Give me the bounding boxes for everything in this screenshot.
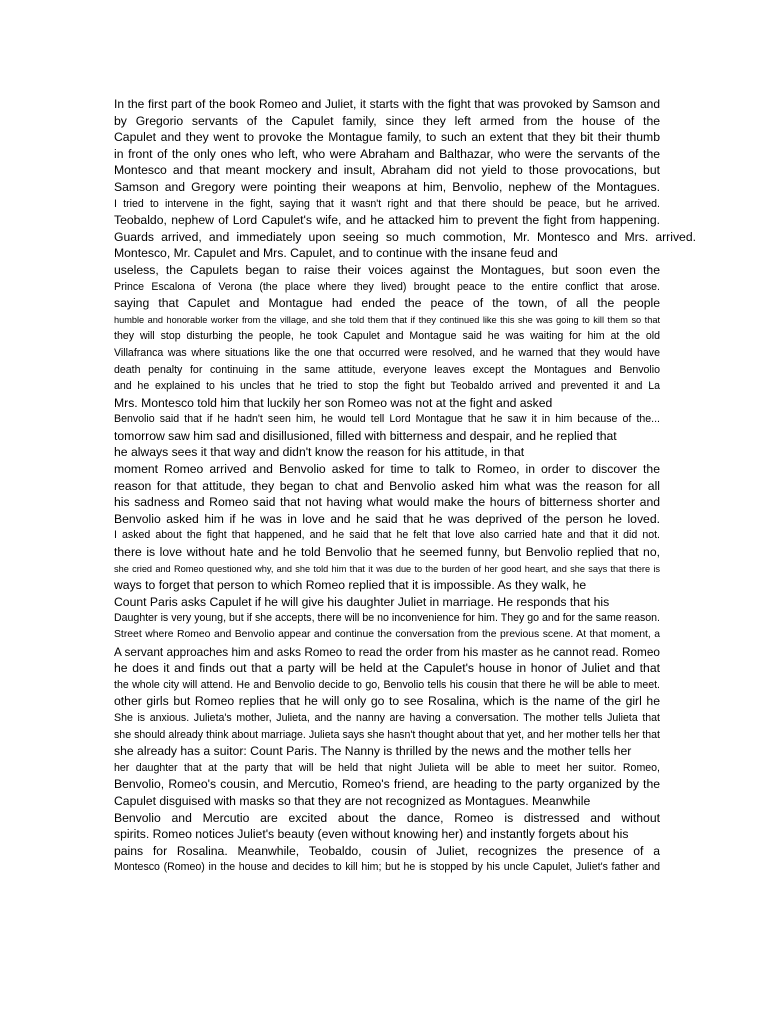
text-line: Benvolio and Mercutio are excited about the dance, Romeo is distressed and without [114, 810, 660, 825]
text-line: he always sees it that way and didn't know the reason for his attitude, in that [114, 445, 525, 460]
text-line: A servant approaches him and asks Romeo to read the order from his master as he cannot read. Romeo [114, 644, 660, 659]
body-text [114, 96, 696, 876]
text-line: pains for Rosalina. Meanwhile, Teobaldo, cousin of Juliet, recognizes the presence of a [114, 843, 660, 858]
text-line: the whole city will attend. He and Benvolio decide to go, Benvolio tells his cousin that there he will be able to meet. [114, 678, 660, 691]
text-line: she should already think about marriage. Julieta says she hasn't thought about that yet, and her mother tells her that [114, 728, 660, 741]
text-line: reason for that attitude, they began to chat and Benvolio asked him what was the reason for all [114, 478, 660, 493]
text-line: other girls but Romeo replies that he will only go to see Rosalina, which is the name of the girl he [114, 694, 660, 709]
text-line: useless, the Capulets began to raise their voices against the Montagues, but soon even the [114, 262, 660, 277]
text-line: his sadness and Romeo said that not having what would make the hours of bitterness shorter and [114, 495, 660, 510]
text-line: Prince Escalona of Verona (the place where they lived) brought peace to the entire conflict that arose. [114, 280, 660, 293]
text-line: she already has a suitor: Count Paris. The Nanny is thrilled by the news and the mother tells her [114, 744, 632, 759]
text-line: I tried to intervene in the fight, saying that it wasn't right and that there should be peace, but he arrived. [114, 197, 660, 210]
text-line: Montesco (Romeo) in the house and decides to kill him; but he is stopped by his uncle Capulet, Juliet's father and [114, 861, 660, 874]
text-line: spirits. Romeo notices Juliet's beauty (even without knowing her) and instantly forgets about his [114, 827, 629, 842]
text-line: Villafranca was where situations like the one that occurred were resolved, and he warned that they would have [114, 346, 660, 359]
text-line: by Gregorio servants of the Capulet family, since they left armed from the house of the [114, 113, 660, 128]
text-line: Capulet and they went to provoke the Montague family, to such an extent that they bit their thumb [114, 130, 660, 145]
text-line: Benvolio asked him if he was in love and he said that he was deprived of the person he loved. [114, 511, 660, 526]
text-line: Street where Romeo and Benvolio appear and continue the conversation from the previous scene. At that moment, a [114, 629, 660, 640]
text-line: Benvolio, Romeo's cousin, and Mercutio, Romeo's friend, are heading to the party organized by the [114, 777, 660, 792]
text-line: Guards arrived, and immediately upon seeing so much commotion, Mr. Montesco and Mrs. arrived. [114, 229, 696, 244]
text-line: and he explained to his uncles that he tried to stop the fight but Teobaldo arrived and prevented it and La [114, 380, 660, 393]
text-line: humble and honorable worker from the village, and she told them that if they continued like this she was going to kill them so that [114, 314, 660, 325]
text-line: they will stop disturbing the people, he took Capulet and Montague said he was waiting for him at the old [114, 330, 660, 343]
text-line: In the first part of the book Romeo and Juliet, it starts with the fight that was provoked by Samson and [114, 97, 660, 111]
text-line: Montesco and that meant mockery and insult, Abraham did not yield to those provocations, but [114, 163, 660, 178]
text-line: there is love without hate and he told Benvolio that he seemed funny, but Benvolio replied that no, [114, 545, 660, 560]
text-line: Capulet disguised with masks so that they are not recognized as Montagues. Meanwhile [114, 793, 591, 808]
text-line: I asked about the fight that happened, and he said that he felt that love also carried hate and that it did not. [114, 529, 660, 542]
text-line: Montesco, Mr. Capulet and Mrs. Capulet, and to continue with the insane feud and [114, 246, 558, 261]
text-line: tomorrow saw him sad and disillusioned, filled with bitterness and despair, and he replied that [114, 428, 617, 443]
text-line: death penalty for continuing in the same attitude, everyone leaves except the Montagues and Benvolio [114, 363, 660, 376]
text-line: she cried and Romeo questioned why, and she told him that it was due to the burden of her good heart, and she says that there is [114, 563, 660, 574]
text-line: ways to forget that person to which Romeo replied that it is impossible. As they walk, he [114, 578, 587, 593]
text-line: he does it and finds out that a party will be held at the Capulet's house in honor of Juliet and that [114, 661, 660, 676]
text-line: Count Paris asks Capulet if he will give his daughter Juliet in marriage. He responds that his [114, 594, 610, 609]
text-line: She is anxious. Julieta's mother, Julieta, and the nanny are having a conversation. The mother tells Julieta that [114, 711, 660, 724]
text-line: Daughter is very young, but if she accepts, there will be no inconvenience for him. They go and for the same reason. [114, 612, 660, 625]
text-line: in front of the only ones who left, who were Abraham and Balthazar, who were the servants of the [114, 146, 660, 161]
text-line: Mrs. Montesco told him that luckily her son Romeo was not at the fight and asked [114, 395, 553, 410]
text-line: Teobaldo, nephew of Lord Capulet's wife, and he attacked him to prevent the fight from happening. [114, 213, 660, 228]
text-line: her daughter that at the party that will be held that night Julieta will be able to meet her suitor. Romeo, [114, 761, 660, 774]
text-line: saying that Capulet and Montague had ended the peace of the town, of all the people [114, 296, 660, 311]
text-line: Benvolio said that if he hadn't seen him, he would tell Lord Montague that he saw it in him because of the... [114, 413, 660, 426]
text-line: moment Romeo arrived and Benvolio asked for time to talk to Romeo, in order to discover the [114, 462, 660, 477]
text-line: Samson and Gregory were pointing their weapons at him, Benvolio, nephew of the Montagues. [114, 179, 660, 194]
